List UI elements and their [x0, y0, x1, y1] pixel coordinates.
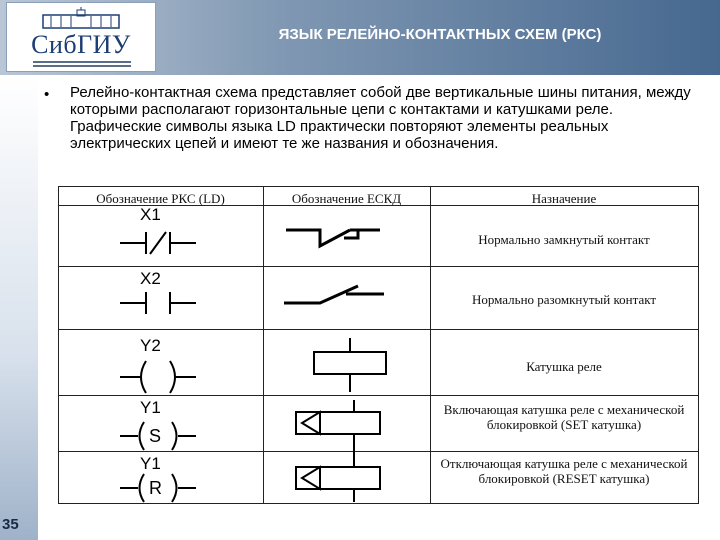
set-coil-letter: S: [149, 426, 162, 446]
purpose-no-contact: Нормально разомкнутый контакт: [471, 292, 657, 307]
col-header-eskd: Обозначение ЕСКД: [291, 191, 402, 206]
purpose-coil: Катушка реле: [526, 359, 602, 374]
ld-label-y1-set: Y1: [140, 398, 161, 417]
col-header-purpose: Назначение: [531, 191, 597, 206]
col-header-ld: Обозначение РКС (LD): [96, 191, 225, 206]
logo-name: СибГИУ: [31, 30, 131, 59]
slide-title: ЯЗЫК РЕЛЕЙНО-КОНТАКТНЫХ СХЕМ (РКС): [278, 26, 602, 43]
building-icon: [41, 7, 121, 29]
purpose-reset-coil: Отключающая катушка реле с механической блокировкой (RESET катушка): [440, 456, 688, 486]
symbols-table: [58, 186, 699, 504]
bullet-marker: •: [44, 86, 50, 103]
ld-label-y2: Y2: [140, 336, 161, 355]
university-logo: [6, 2, 156, 72]
ld-label-x1: X1: [140, 205, 161, 224]
ld-label-x2: X2: [140, 269, 161, 288]
left-sidebar: [0, 75, 38, 540]
body-paragraph: Релейно-контактная схема представляет собой две вертикальные шины питания, между которыми располагают горизонтальные цепи с контактами и катушками реле. Графические символы языка LD практически повторяют элементы реальных электрических цепей и имеют те же названия и обозначения.: [70, 84, 691, 152]
purpose-nc-contact: Нормально замкнутый контакт: [478, 232, 650, 247]
ld-label-y1-reset: Y1: [140, 454, 161, 473]
page-number: 35: [2, 516, 19, 533]
purpose-set-coil: Включающая катушка реле с механической блокировкой (SET катушка): [443, 402, 685, 432]
header-bar: [0, 0, 720, 75]
reset-coil-letter: R: [149, 478, 162, 498]
logo-subtitle-lines: [33, 61, 131, 69]
